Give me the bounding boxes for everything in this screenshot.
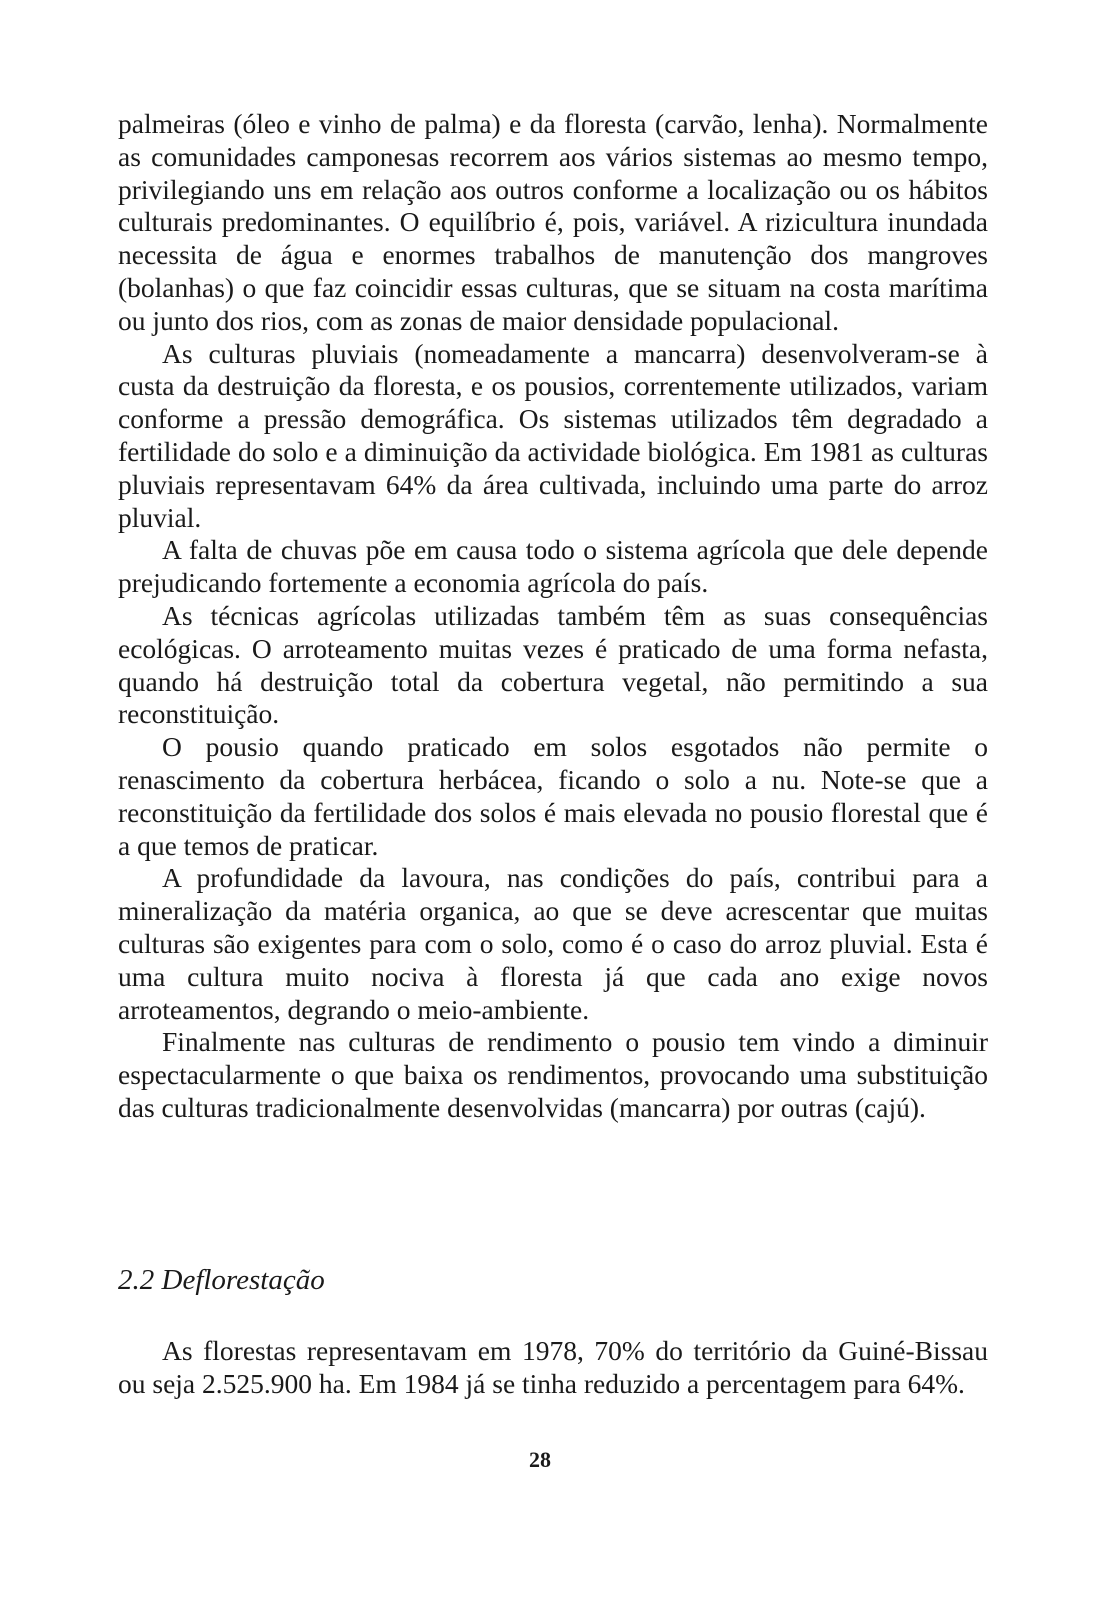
paragraph-2: As culturas pluviais (nomeadamente a mancarra) desenvolveram-se à custa da destruição da floresta, e os pousios, correntemente utilizados, variam conforme a pressão demográfica. Os sistemas utilizados têm degradado a fertilidade do solo e a diminuição da actividade biológica. Em 1981 as culturas pluviais representavam 64% da área cultivada, incluindo uma parte do arroz pluvial.	[118, 337, 988, 533]
paragraph-1: palmeiras (óleo e vinho de palma) e da floresta (carvão, lenha). Normalmente as comunidades camponesas recorrem aos vários sistemas ao mesmo tempo, privilegiando uns em relação aos outros conforme a localização ou os hábitos culturais predominantes. O equilíbrio é, pois, variável. A rizicultura inundada necessita de água e enormes trabalhos de manutenção dos mangroves (bolanhas) o que faz coincidir essas culturas, que se situam na costa marítima ou junto dos rios, com as zonas de maior densidade populacional.	[118, 108, 988, 336]
page-number: 28	[529, 1447, 551, 1472]
section-heading: 2.2 Deflorestação	[118, 1264, 325, 1296]
paragraph-3: A falta de chuvas põe em causa todo o sistema agrícola que dele depende prejudicando fortemente a economia agrícola do país.	[118, 534, 988, 599]
section-body	[118, 1335, 988, 1401]
paragraph-6: A profundidade da lavoura, nas condições do país, contribui para a mineralização da matéria organica, ao que se deve acrescentar que muitas culturas são exigentes para com o solo, como é o caso do arroz pluvial. Esta é uma cultura muito nociva à floresta já que cada ano exige novos arroteamentos, degrando o meio-ambiente.	[118, 862, 988, 1025]
paragraph-7: Finalmente nas culturas de rendimento o pousio tem vindo a diminuir espectacularmente o que baixa os rendimentos, provocando uma substituição das culturas tradicionalmente desenvolvidas (mancarra) por outras (cajú).	[118, 1026, 988, 1123]
body-text	[118, 108, 988, 1125]
paragraph-4: As técnicas agrícolas utilizadas também têm as suas consequências ecológicas. O arroteamento muitas vezes é praticado de uma forma nefasta, quando há destruição total da cobertura vegetal, não permitindo a sua reconstituição.	[118, 599, 988, 730]
section-paragraph: As florestas representavam em 1978, 70% do território da Guiné-Bissau ou seja 2.525.900 ha. Em 1984 já se tinha reduzido a percentagem para 64%.	[118, 1335, 988, 1399]
paragraph-5: O pousio quando praticado em solos esgotados não permite o renascimento da cobertura herbácea, ficando o solo a nu. Note-se que a reconstituição da fertilidade dos solos é mais elevada no pousio florestal que é a que temos de praticar.	[118, 731, 988, 861]
